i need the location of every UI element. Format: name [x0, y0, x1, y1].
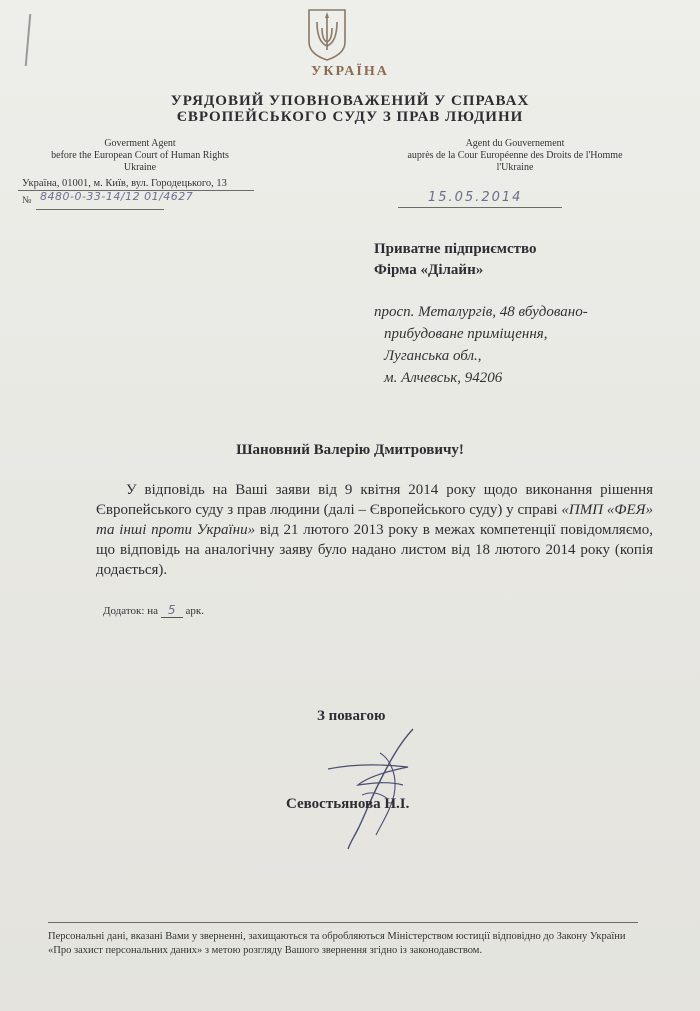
appendix-page-count: 5 — [161, 603, 183, 618]
appendix-label: Додаток: на — [103, 605, 158, 617]
privacy-footnote: Персональні дані, вказані Вами у зверненні, захищаються та обробляються Міністерством юстиції відповідно до Закону України «Про захист персональних даних» з метою розгляду Вашого звернення згідно із законодавством. — [48, 931, 626, 956]
footnote-rule — [48, 922, 638, 923]
handwritten-signature-icon — [318, 725, 438, 855]
recipient-type: Приватне підприємство — [374, 241, 537, 257]
office-title-line2: ЄВРОПЕЙСЬКОГО СУДУ З ПРАВ ЛЮДИНИ — [176, 109, 524, 125]
agent-en-line: before the European Court of Human Rights — [51, 150, 229, 161]
reg-date-handwritten: 15.05.2014 — [428, 190, 523, 205]
closing-phrase: З повагою — [317, 708, 386, 724]
recipient-address-line: Луганська обл., — [384, 348, 482, 364]
office-address: Україна, 01001, м. Київ, вул. Городецького, 13 — [22, 178, 227, 189]
signer-name: Севостьянова Н.І. — [286, 796, 410, 812]
recipient-address-line: м. Алчевськ, 94206 — [384, 370, 503, 386]
agent-fr-line: Agent du Gouvernement — [465, 138, 565, 149]
country-label: УКРАЇНА — [311, 64, 389, 79]
agent-en-line: Ukraine — [123, 162, 157, 173]
appendix-unit: арк. — [185, 605, 204, 617]
recipient-address — [374, 301, 588, 389]
office-title-line1: УРЯДОВИЙ УПОВНОВАЖЕНИЙ У СПРАВАХ — [170, 93, 530, 109]
reg-date-rule — [398, 207, 562, 208]
recipient-address-line: прибудоване приміщення, — [384, 326, 548, 342]
reg-number-label: № — [22, 195, 32, 206]
agent-fr-line: auprès de la Cour Européenne des Droits de l'Homme — [407, 150, 623, 161]
letter-body — [96, 480, 653, 580]
body-part2: від 21 лютого 2013 року в межах компетенції повідомляємо, що відповідь на аналогічну заяву було надано листом від 18 лютого 2014 року (копія додається). — [96, 522, 654, 578]
case-name: «ПМП «ФЕЯ» та інші проти України» — [96, 502, 653, 538]
salutation: Шановний Валерію Дмитровичу! — [236, 442, 464, 458]
agent-title-french — [390, 138, 640, 174]
ukraine-trident-emblem-icon — [305, 6, 349, 62]
paper-fold-mark — [25, 14, 32, 66]
recipient-name: Фірма «Ділайн» — [374, 262, 484, 278]
reg-number-rule — [36, 209, 164, 210]
recipient-address-line: просп. Металургів, 48 вбудовано- — [374, 304, 588, 320]
appendix-line — [103, 603, 204, 618]
reg-number-handwritten: 8480-0-33-14/12 01/4627 — [40, 190, 194, 203]
agent-en-line: Goverment Agent — [104, 138, 176, 149]
agent-fr-line: l'Ukraine — [496, 162, 534, 173]
body-part1: У відповідь на Ваші заяви від 9 квітня 2014 року щодо виконання рішення Європейського суду з прав людини (далі – Європейського суду) у справі — [96, 482, 653, 518]
agent-title-english — [30, 138, 250, 174]
